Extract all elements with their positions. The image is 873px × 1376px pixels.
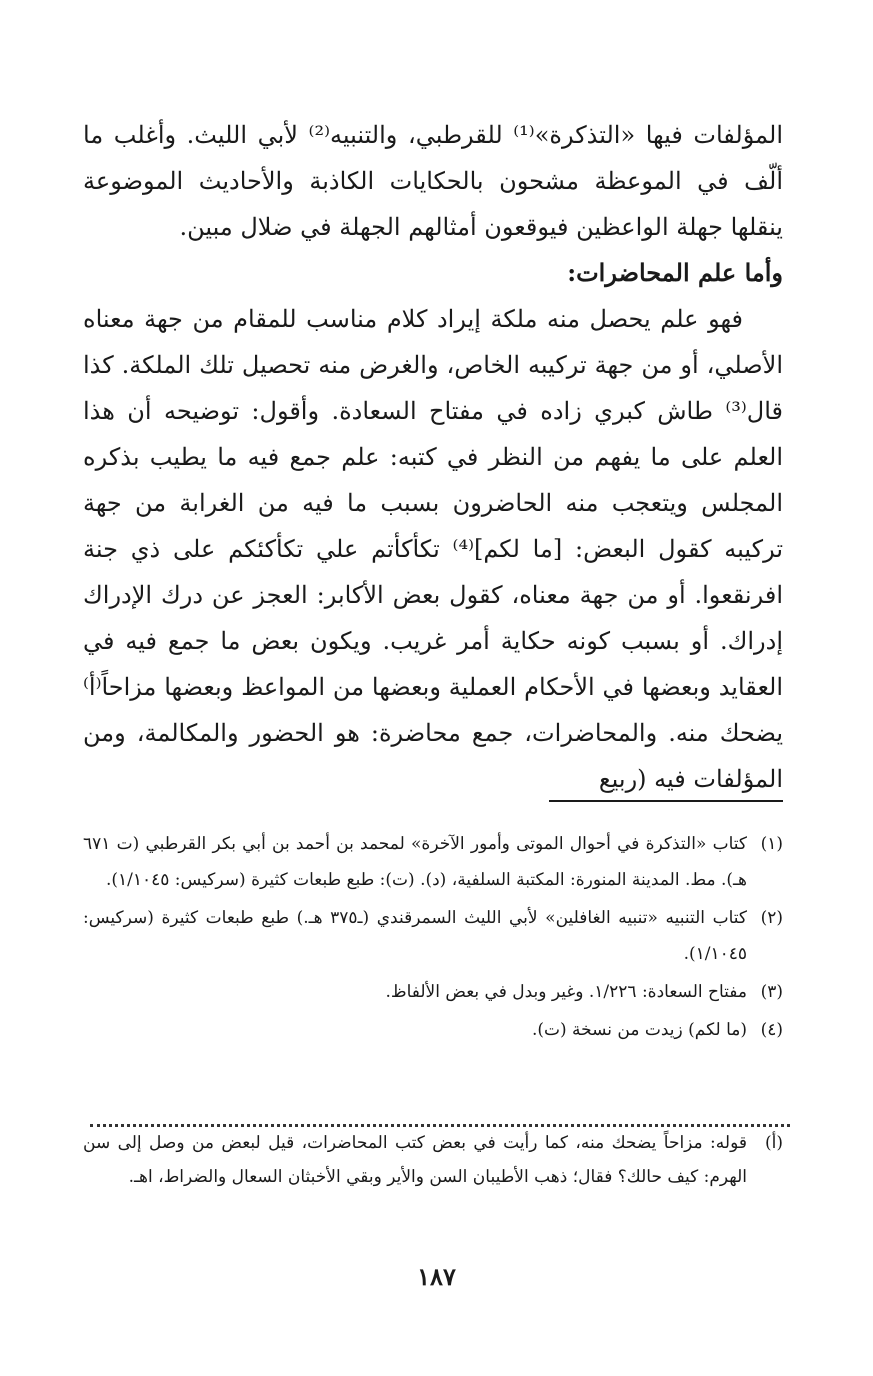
footnote-number: (٤) (760, 1020, 783, 1040)
annotation-text: قوله: مزاحاً يضحك منه، كما رأيت في بعض كتب المحاضرات، قيل لبعض من وصل إلى سن الهرم: كيف حالك؟ فقال؛ ذهب الأطيبان السن والأير وبقي الأخبثان السعال والضراط، اهـ. (83, 1133, 747, 1187)
footnote-3 (83, 974, 783, 1010)
paragraph-2: فهو علم يحصل منه ملكة إيراد كلام مناسب للمقام من جهة معناه الأصلي، أو من جهة تركيبه الخاص، والغرض منه تحصيل تلك الملكة. كذا قال⁽³⁾ طاش كبري زاده في مفتاح السعادة. وأقول: توضيحه أن هذا العلم على ما يفهم من النظر في كتبه: علم جمع فيه ما يطيب بذكره المجلس ويتعجب منه الحاضرون بسبب ما فيه من الغرابة من جهة تركيبه كقول البعض: [ما لكم]⁽⁴⁾ تكأكأتم علي تكأكئكم على ذي جنة افرنقعوا. أو من جهة معناه، كقول بعض الأكابر: العجز عن درك الإدراك إدراك. أو بسبب كونه حكاية أمر غريب. ويكون بعض ما جمع فيه في العقايد وبعضها في الأحكام العملية وبعضها من المواعظ وبعضها مزاحاً⁽أ⁾ يضحك منه. والمحاضرات، جمع محاضرة: هو الحضور والمكالمة، ومن المؤلفات فيه (ربيع (83, 305, 784, 793)
annotation-number: (أ) (765, 1133, 783, 1153)
annotation-note (83, 1126, 783, 1196)
page-number: ١٨٧ (417, 1262, 456, 1291)
section-heading: وأما علم المحاضرات: (567, 258, 783, 287)
footnotes (83, 826, 783, 1050)
footnote-1 (83, 826, 783, 898)
footnote-4 (83, 1012, 783, 1048)
footnote-number: (١) (760, 834, 783, 854)
paragraph-1: المؤلفات فيها «التذكرة»⁽¹⁾ للقرطبي، والتنبيه⁽²⁾ لأبي الليث. وأغلب ما ألّف في الموعظة مشحون بالحكايات الكاذبة والأحاديث الموضوعة ينقلها جهلة الواعظين فيوقعون أمثالهم الجهلة في ضلال مبين. (83, 121, 783, 241)
footnote-separator-line (549, 800, 783, 802)
footnote-text: (ما لكم) زيدت من نسخة (ت). (531, 1020, 747, 1040)
footnote-text: كتاب التنبيه «تنبيه الغافلين» لأبي الليث السمرقندي (ـ٣٧٥ هـ.) طبع طبعات كثيرة (سركيس: ١/١٠٤٥). (83, 908, 747, 964)
footnote-text: كتاب «التذكرة في أحوال الموتى وأمور الآخرة» لمحمد بن أحمد بن أبي بكر القرطبي (ت ٦٧١ هـ). مط. المدينة المنورة: المكتبة السلفية، (د). (ت): طبع طبعات كثيرة (سركيس: ١/١٠٤٥). (83, 834, 747, 890)
main-text (83, 112, 783, 802)
footnote-number: (٢) (760, 908, 783, 928)
footnote-2 (83, 900, 783, 972)
footnote-number: (٣) (760, 982, 783, 1002)
footnote-text: مفتاح السعادة: ١/٢٢٦. وغير وبدل في بعض الألفاظ. (385, 982, 747, 1002)
annotation-entry (83, 1126, 783, 1194)
